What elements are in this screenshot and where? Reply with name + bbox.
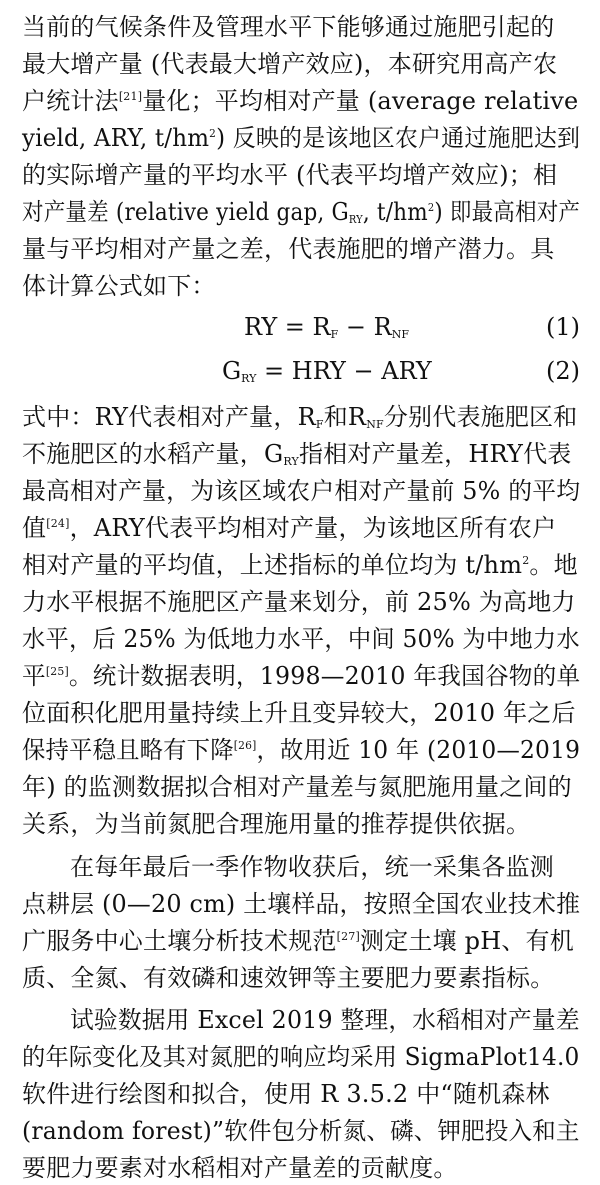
text-line: 试验数据用 Excel 2019 整理，水稻相对产量差 — [70, 1006, 580, 1034]
citation-ref: [26] — [233, 739, 257, 752]
text-line: yield, ARY, $t/hm^2$) 反映的是该地区农户通过施肥达到 — [22, 124, 581, 152]
equation-1: RY = $R_F - R_{NF}$ (1) — [22, 310, 580, 350]
equation-2: $G_{RY}$ = HRY − ARY (2) — [22, 354, 580, 394]
citation-ref: [21] — [118, 90, 143, 103]
text-line: 量与平均相对产量之差，代表施肥的增产潜力。具 — [22, 235, 555, 263]
text-line: 在每年最后一季作物收获后，统一采集各监测 — [70, 853, 554, 881]
text-line: 要肥力要素对水稻相对产量差的贡献度。 — [22, 1154, 458, 1182]
text-line: 广服务中心土壤分析技术规范[27]测定土壤 pH、有机 — [22, 927, 574, 955]
text-line: 软件进行绘图和拟合，使用 R 3.5.2 中“随机森林 — [22, 1080, 550, 1108]
text-line: 不施肥区的水稻产量，$G_{RY}$指相对产量差，HRY代表 — [22, 440, 572, 468]
text-line: 水平，后 25% 为低地力水平，中间 50% 为中地力水 — [22, 625, 580, 653]
text-line: 相对产量的平均值，上述指标的单位均为 $t/hm^2$。地 — [22, 551, 578, 579]
text-line: 值[24]，ARY代表平均相对产量，为该地区所有农户 — [22, 514, 557, 542]
text-line: 的年际变化及其对氮肥的响应均采用 SigmaPlot14.0 — [22, 1043, 580, 1071]
text-line: 对产量差 (relative yield gap, $G_{RY}$, $t/hm^2$) 即最高相对产 — [22, 198, 581, 226]
equation-number: (1) — [546, 313, 580, 341]
text-line: 位面积化肥用量持续上升且变异较大，2010 年之后 — [22, 699, 576, 727]
equation-number: (2) — [546, 357, 580, 385]
text-line: 户统计法[21]量化；平均相对产量 (average relative — [22, 87, 579, 115]
text-line: 力水平根据不施肥区产量来划分，前 25% 为高地力 — [22, 588, 576, 616]
text-line: 式中：RY代表相对产量，$R_F$和$R_{NF}$分别代表施肥区和 — [22, 403, 578, 431]
text-line: 点耕层 (0—20 cm) 土壤样品，按照全国农业技术推 — [22, 890, 581, 918]
text-line: 当前的气候条件及管理水平下能够通过施肥引起的 — [22, 13, 555, 41]
text-line: 体计算公式如下： — [22, 272, 216, 300]
citation-ref: [27] — [336, 930, 360, 943]
text-line: 平[25]。统计数据表明，1998—2010 年我国谷物的单 — [22, 662, 581, 690]
text-line: 最大增产量 (代表最大增产效应)，本研究用高产农 — [22, 50, 558, 78]
text-line: 年) 的监测数据拟合相对产量差与氮肥施用量之间的 — [22, 773, 572, 801]
citation-ref: [25] — [45, 665, 69, 678]
text-line: 的实际增产量的平均水平 (代表平均增产效应)；相 — [22, 161, 558, 189]
text-line: 最高相对产量，为该区域农户相对产量前 5% 的平均 — [22, 477, 581, 505]
text-line: 保持平稳且略有下降[26]，故用近 10 年 (2010—2019 — [22, 736, 581, 764]
text-line: 关系，为当前氮肥合理施用量的推荐提供依据。 — [22, 810, 531, 838]
text-line: 质、全氮、有效磷和速效钾等主要肥力要素指标。 — [22, 964, 555, 992]
citation-ref: [24] — [46, 517, 70, 530]
text-line: (random forest)”软件包分析氮、磷、钾肥投入和主 — [22, 1117, 580, 1145]
